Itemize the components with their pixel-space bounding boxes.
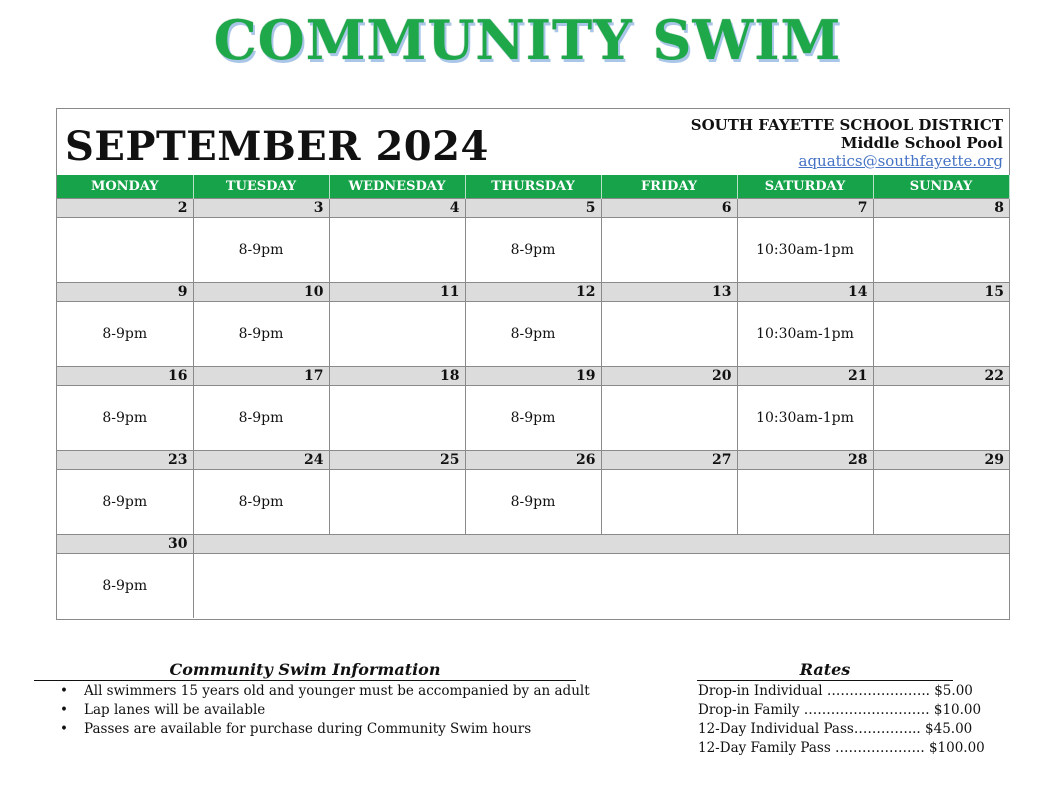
rate-row [698, 720, 985, 739]
event-cell: 10:30am-1pm [737, 301, 873, 366]
date-number: 15 [873, 282, 1009, 301]
event-row [57, 469, 1009, 534]
date-number: 22 [873, 366, 1009, 385]
event-cell: 8-9pm [465, 217, 601, 282]
date-number: 25 [329, 450, 465, 469]
date-number: 3 [193, 198, 329, 217]
event-cell [601, 301, 737, 366]
date-number: 30 [57, 534, 193, 553]
event-cell [329, 301, 465, 366]
email-link[interactable]: aquatics@southfayette.org [798, 152, 1003, 170]
date-number: 23 [57, 450, 193, 469]
pool-location: Middle School Pool [840, 134, 1003, 152]
day-header-monday: MONDAY [57, 175, 193, 198]
date-number: 9 [57, 282, 193, 301]
event-cell [329, 217, 465, 282]
date-number: 4 [329, 198, 465, 217]
date-number: 24 [193, 450, 329, 469]
info-list [60, 682, 590, 739]
day-header-thursday: THURSDAY [465, 175, 601, 198]
day-header-wednesday: WEDNESDAY [329, 175, 465, 198]
rate-row [698, 682, 985, 701]
date-number: 5 [465, 198, 601, 217]
event-cell: 8-9pm [102, 409, 148, 426]
date-number: 6 [601, 198, 737, 217]
event-row [57, 385, 1009, 450]
event-cell [873, 469, 1009, 534]
rate-label: Drop-in Individual ………………….. [698, 683, 930, 699]
day-header-saturday: SATURDAY [737, 175, 873, 198]
event-cell [601, 385, 737, 450]
event-cell: 8-9pm [193, 385, 329, 450]
event-cell: 8-9pm [193, 301, 329, 366]
event-cell [329, 469, 465, 534]
date-number: 28 [737, 450, 873, 469]
date-number: 19 [465, 366, 601, 385]
date-row [57, 450, 1009, 469]
list-item: • Lap lanes will be available [60, 701, 590, 720]
day-header-tuesday: TUESDAY [193, 175, 329, 198]
date-number: 12 [465, 282, 601, 301]
event-cell [873, 385, 1009, 450]
calendar [56, 108, 1010, 620]
event-cell [329, 385, 465, 450]
date-number: 14 [737, 282, 873, 301]
date-number: 20 [601, 366, 737, 385]
event-row [57, 217, 1009, 282]
month-title: SEPTEMBER 2024 [65, 123, 489, 170]
event-row [57, 553, 1009, 618]
date-number: 8 [873, 198, 1009, 217]
date-number: 16 [57, 366, 193, 385]
rate-row [698, 701, 985, 720]
date-number: 26 [465, 450, 601, 469]
event-cell [873, 301, 1009, 366]
event-cell [737, 469, 873, 534]
rate-label: Drop-in Family ………………………. [698, 702, 930, 718]
event-cell: 8-9pm [102, 493, 148, 510]
date-number: 2 [57, 198, 193, 217]
date-row [57, 282, 1009, 301]
event-cell: 8-9pm [193, 217, 329, 282]
date-number: 11 [329, 282, 465, 301]
event-cell: 8-9pm [102, 577, 148, 594]
list-item: • Passes are available for purchase during Community Swim hours [60, 720, 590, 739]
organization-info [691, 116, 1003, 170]
rates-title: Rates [697, 660, 953, 681]
date-row [57, 198, 1009, 217]
event-cell: 10:30am-1pm [737, 217, 873, 282]
rates-list [698, 682, 985, 758]
date-number: 27 [601, 450, 737, 469]
date-row [57, 366, 1009, 385]
event-cell [57, 217, 193, 282]
event-cell: 8-9pm [102, 325, 148, 342]
rate-label: 12-Day Family Pass ……………….. [698, 740, 925, 756]
event-cell: 8-9pm [465, 301, 601, 366]
empty-date-span [193, 534, 1009, 553]
event-cell: 8-9pm [465, 385, 601, 450]
weekday-header [57, 175, 1009, 198]
rate-price: $45.00 [925, 721, 973, 737]
empty-event-span [193, 553, 1009, 618]
page-title: COMMUNITY SWIM [213, 8, 842, 72]
event-cell: 8-9pm [465, 469, 601, 534]
date-number: 17 [193, 366, 329, 385]
event-row [57, 301, 1009, 366]
rate-row [698, 739, 985, 758]
info-title: Community Swim Information [34, 660, 576, 681]
event-cell [601, 217, 737, 282]
calendar-grid [57, 175, 1010, 618]
rate-label: 12-Day Individual Pass…………... [698, 721, 921, 737]
date-number: 29 [873, 450, 1009, 469]
event-cell [601, 469, 737, 534]
date-number: 7 [737, 198, 873, 217]
rate-price: $10.00 [933, 702, 982, 718]
event-cell: 10:30am-1pm [737, 385, 873, 450]
date-number: 10 [193, 282, 329, 301]
list-item: • All swimmers 15 years old and younger must be accompanied by an adult [60, 682, 590, 701]
district-name: SOUTH FAYETTE SCHOOL DISTRICT [690, 116, 1003, 134]
date-number: 13 [601, 282, 737, 301]
date-row [57, 534, 1009, 553]
rate-price: $100.00 [928, 740, 985, 756]
event-cell: 8-9pm [193, 469, 329, 534]
date-number: 21 [737, 366, 873, 385]
date-number: 18 [329, 366, 465, 385]
rate-price: $5.00 [934, 683, 973, 699]
event-cell [873, 217, 1009, 282]
day-header-friday: FRIDAY [601, 175, 737, 198]
day-header-sunday: SUNDAY [873, 175, 1009, 198]
